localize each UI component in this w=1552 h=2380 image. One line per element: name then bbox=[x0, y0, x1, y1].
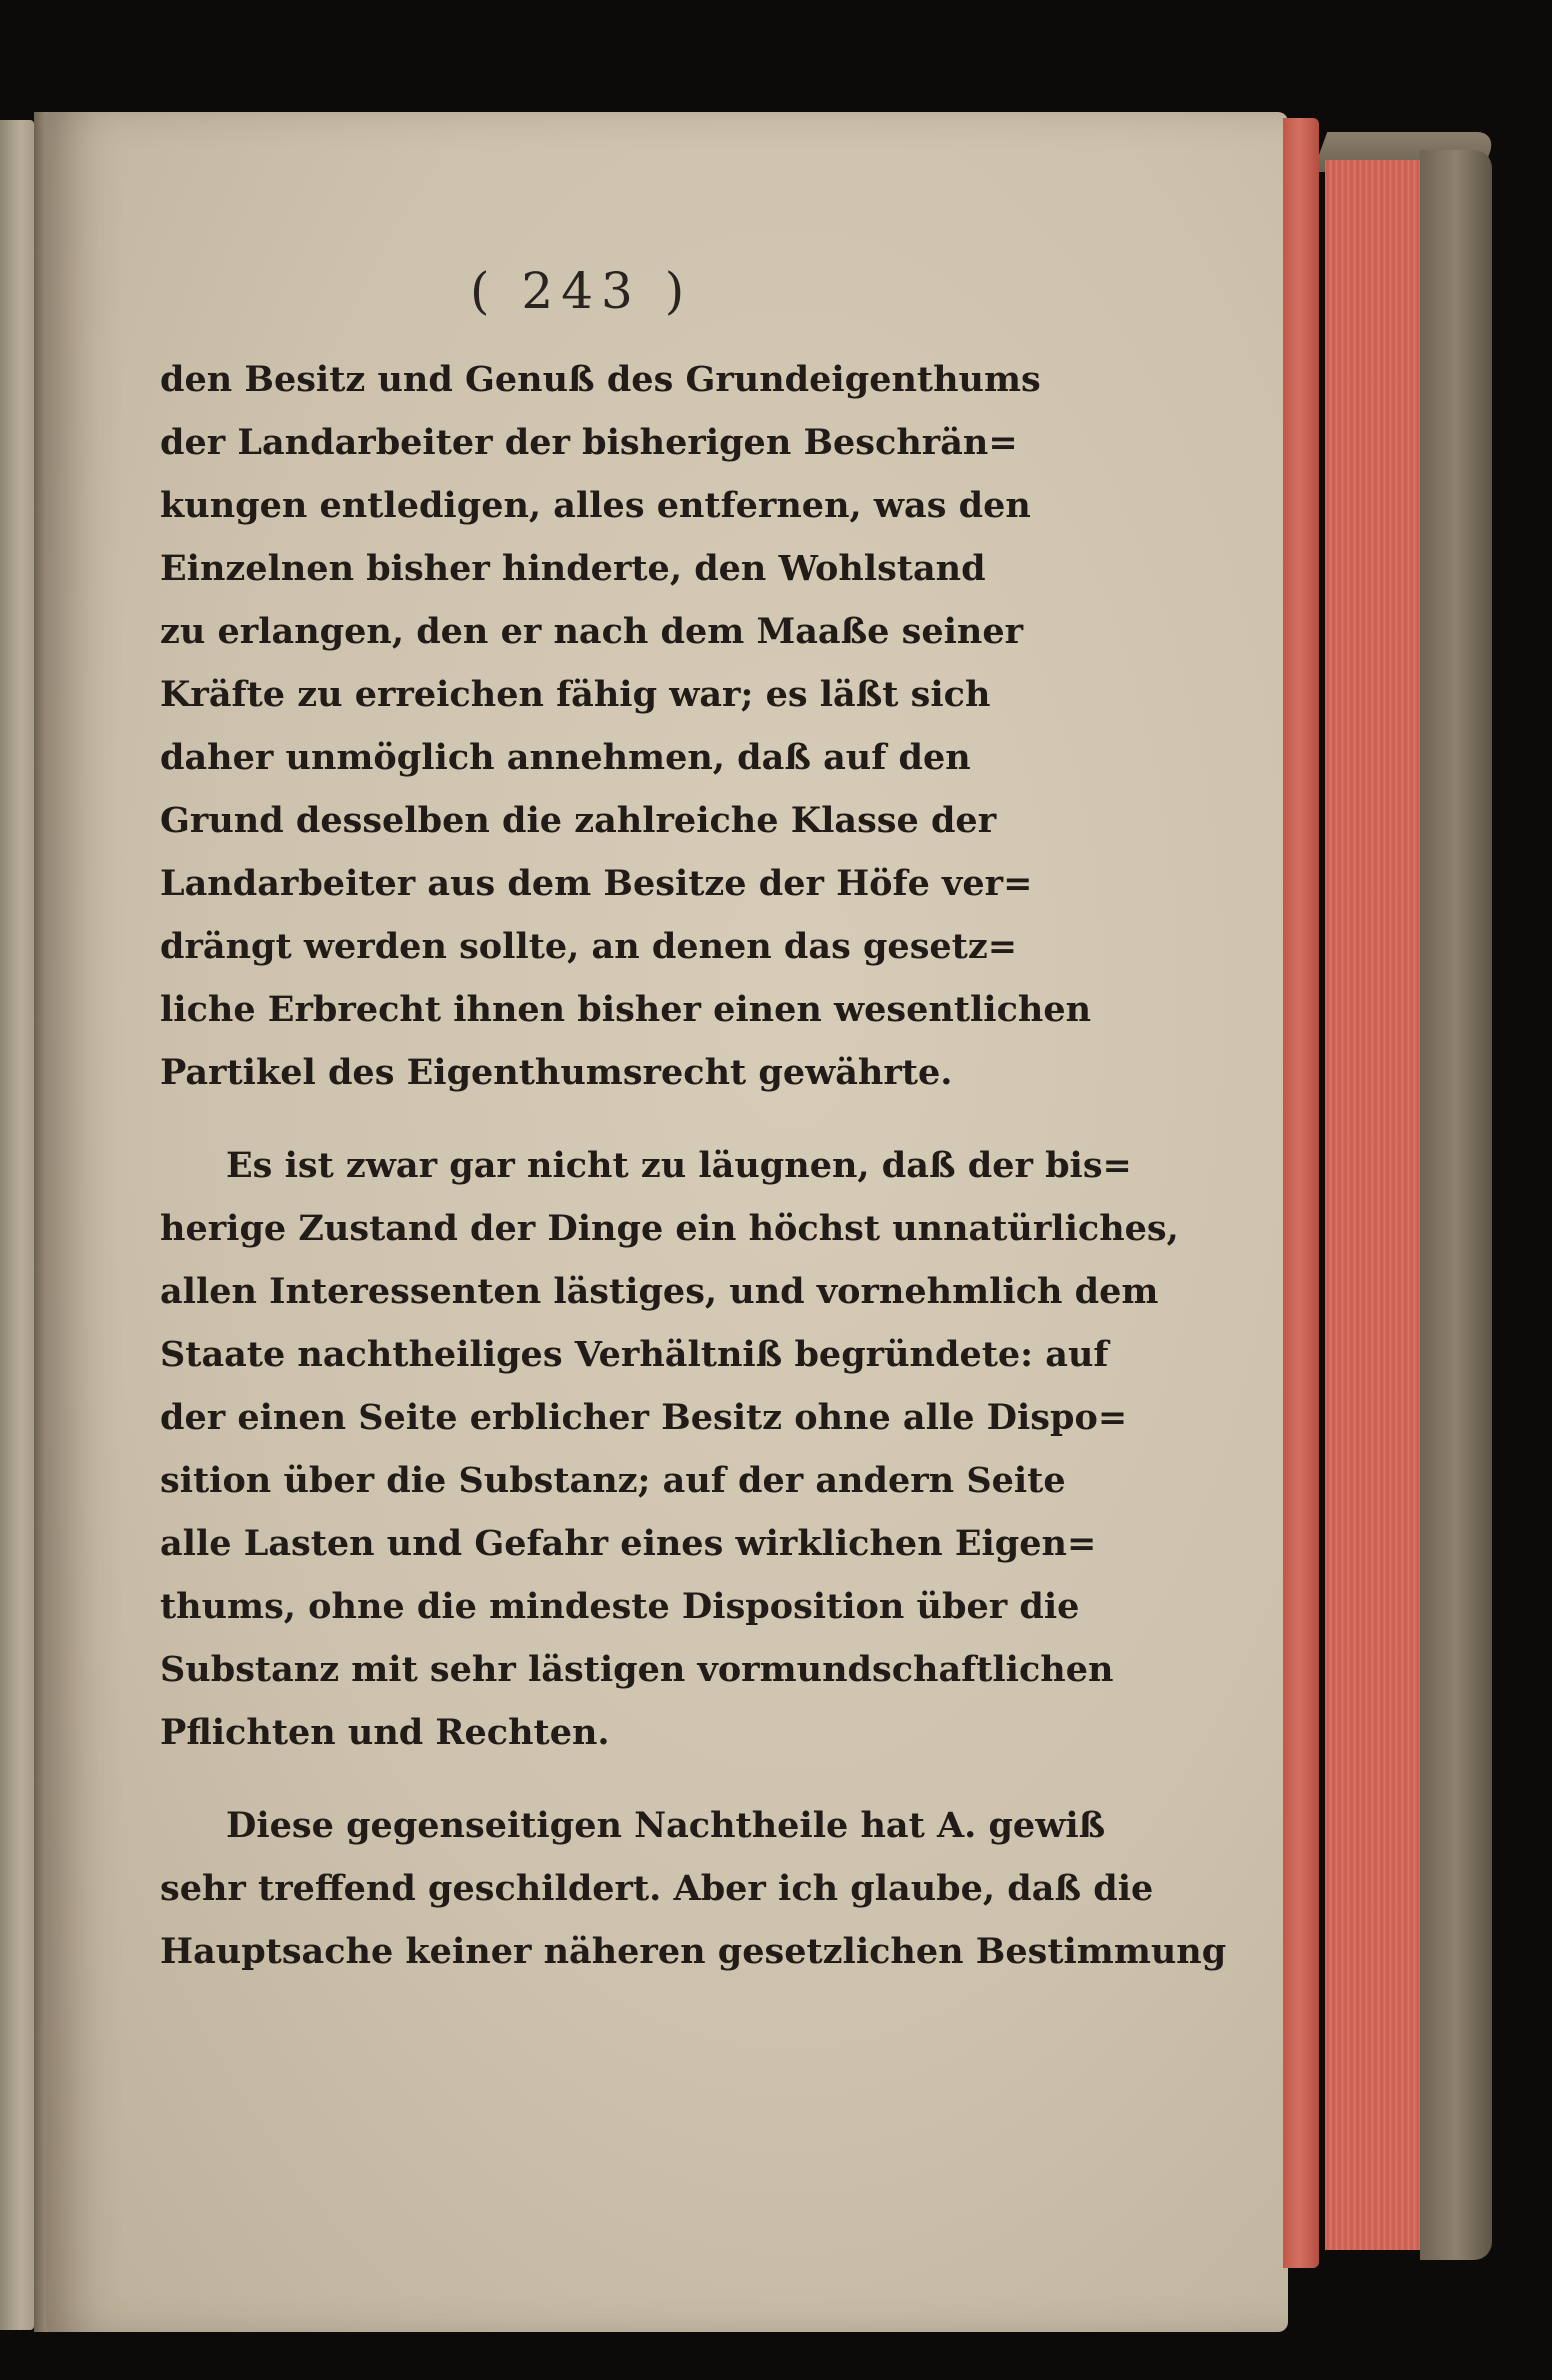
text-line: Kräfte zu erreichen fähig war; es läßt sich bbox=[160, 674, 991, 715]
text-line: der Landarbeiter der bisherigen Beschrän= bbox=[160, 422, 1018, 463]
text-line: alle Lasten und Gefahr eines wirklichen Eigen= bbox=[160, 1523, 1097, 1564]
paragraph-1 bbox=[160, 348, 1092, 1104]
book-cover bbox=[1420, 150, 1492, 2260]
page-block-edge bbox=[1325, 160, 1435, 2250]
text-line: Es ist zwar gar nicht zu läugnen, daß der bis= bbox=[226, 1145, 1132, 1186]
text-line: allen Interessenten lästiges, und vornehmlich dem bbox=[160, 1271, 1159, 1312]
text-line: daher unmöglich annehmen, daß auf den bbox=[160, 737, 971, 778]
text-line: den Besitz und Genuß des Grundeigenthums bbox=[160, 359, 1041, 400]
text-line: Pflichten und Rechten. bbox=[160, 1712, 610, 1753]
text-line: Staate nachtheiliges Verhältniß begründete: auf bbox=[160, 1334, 1109, 1375]
paragraph-gap bbox=[160, 1764, 1080, 1794]
text-line: liche Erbrecht ihnen bisher einen wesentlichen bbox=[160, 989, 1092, 1030]
text-line: der einen Seite erblicher Besitz ohne alle Dispo= bbox=[160, 1397, 1128, 1438]
text-line: sehr treffend geschildert. Aber ich glaube, daß die bbox=[160, 1868, 1154, 1909]
paragraph-gap bbox=[160, 1104, 1080, 1134]
text-line: Partikel des Eigenthumsrecht gewährte. bbox=[160, 1052, 953, 1093]
text-line: sition über die Substanz; auf der andern Seite bbox=[160, 1460, 1066, 1501]
paragraph-2 bbox=[160, 1134, 1179, 1764]
text-line: Hauptsache keiner näheren gesetzlichen Bestimmung bbox=[160, 1931, 1227, 1972]
page-number: ( 243 ) bbox=[470, 262, 693, 320]
text-line: Landarbeiter aus dem Besitze der Höfe ver= bbox=[160, 863, 1033, 904]
text-line: drängt werden sollte, an denen das gesetz= bbox=[160, 926, 1018, 967]
facing-page-edge bbox=[0, 120, 34, 2330]
text-line: Diese gegenseitigen Nachtheile hat A. gewiß bbox=[226, 1805, 1106, 1846]
text-line: herige Zustand der Dinge ein höchst unnatürliches, bbox=[160, 1208, 1179, 1249]
red-page-edge bbox=[1283, 118, 1319, 2268]
text-line: Substanz mit sehr lästigen vormundschaftlichen bbox=[160, 1649, 1114, 1690]
text-line: kungen entledigen, alles entfernen, was den bbox=[160, 485, 1031, 526]
text-line: thums, ohne die mindeste Disposition über die bbox=[160, 1586, 1080, 1627]
text-line: Grund desselben die zahlreiche Klasse der bbox=[160, 800, 997, 841]
page-text bbox=[160, 348, 1227, 1983]
text-line: zu erlangen, den er nach dem Maaße seiner bbox=[160, 611, 1024, 652]
text-line: Einzelnen bisher hinderte, den Wohlstand bbox=[160, 548, 986, 589]
paragraph-3 bbox=[160, 1794, 1227, 1983]
